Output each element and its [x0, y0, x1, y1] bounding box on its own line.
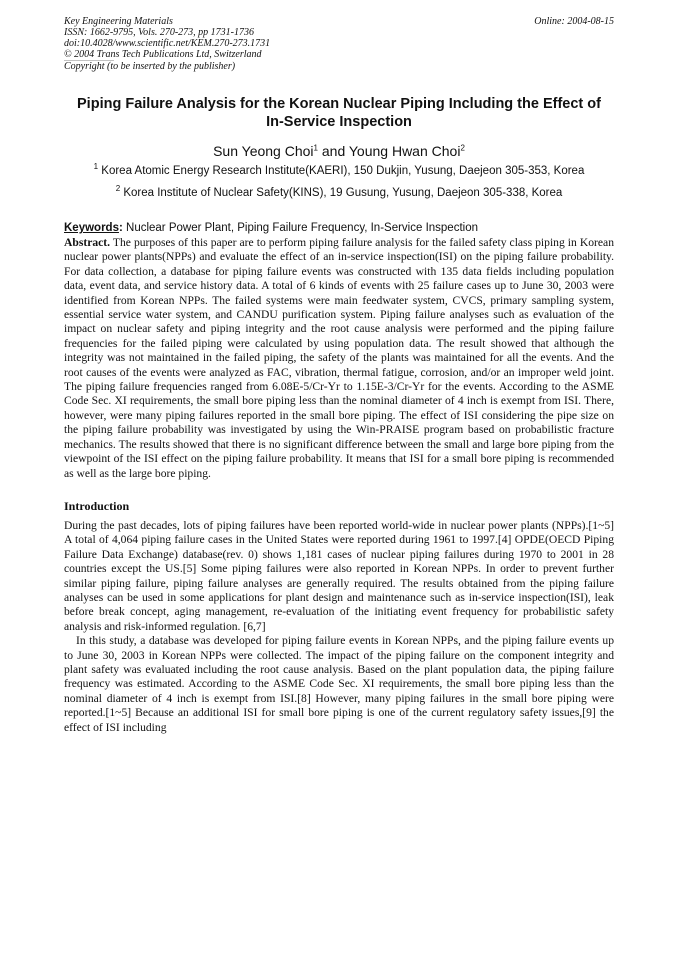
keywords-label: Keywords: [64, 222, 119, 234]
affiliation-2-mark: 2: [115, 184, 121, 194]
online-date: Online: 2004-08-15: [534, 16, 614, 27]
paper-page: [0, 16, 678, 975]
author-2-affil-mark: 2: [460, 143, 465, 153]
issn-line: ISSN: 1662-9795, Vols. 270-273, pp 1731-1736: [64, 27, 254, 38]
author-list: [64, 142, 614, 160]
abstract-label: Abstract.: [64, 236, 111, 249]
journal-header: [64, 16, 614, 61]
author-1: Sun Yeong Choi: [213, 143, 314, 159]
affiliation-2-text: Korea Institute of Nuclear Safety(KINS), 19 Gusung, Yusung, Daejeon 305-338, Korea: [120, 187, 563, 199]
paper-title: Piping Failure Analysis for the Korean Nuclear Piping Including the Effect of In-Service Inspection: [77, 96, 601, 130]
copyright-note: Copyright (to be inserted by the publisher): [64, 61, 236, 72]
introduction-paragraph-1: During the past decades, lots of piping failures have been reported world-wide in nuclear power plants (NPPs).[1~5] A total of 4,064 piping failure cases in the United States were reported during 1961 to 1997.[4] OPDE(OECD Piping Failure Data Exchange) database(rev. 0) shows 1,181 cases of nuclear piping failures during 1970 to 2001 in 28 countries except the US.[5] Some piping failures were also reported in Korean NPPs. In order to prevent further similar piping failure, piping failure analyses are generally required. The results obtained from the piping failure analyses can be used in some applications for plant design and maintenance such as in-service inspection(ISI), leak before break concept, aging management, re-evaluation of the initiating event frequency for probabilistic safety analysis and risk-informed regulation. [6,7]: [64, 518, 614, 633]
journal-name: Key Engineering Materials: [64, 16, 173, 27]
keywords-line: [64, 221, 614, 236]
doi-line[interactable]: doi:10.4028/www.scientific.net/KEM.270-273.1731: [64, 38, 271, 49]
affiliation-2: [64, 186, 614, 201]
author-conjunction: and: [317, 143, 349, 159]
introduction-heading: Introduction: [64, 498, 130, 513]
abstract-paragraph: [64, 236, 614, 481]
affiliation-1: [64, 164, 614, 179]
affiliation-1-text: Korea Atomic Energy Research Institute(KAERI), 150 Dukjin, Yusung, Daejeon 305-353, Korea: [98, 165, 585, 177]
introduction-paragraph-2: In this study, a database was developed for piping failure events in Korean NPPs, and the piping failure events up to June 30, 2003 in Korean NPPs were collected. The impact of the piping failure on the component integrity and plant safety was evaluated including the root cause analysis. Based on the plant population data, the piping failure frequency was estimated. According to the ASME Code Sec. XI requirements, the small bore piping less than the nominal diameter of 4 inch is exempt from ISI.[8] However, many piping failures in the small bore piping were reported.[1~5] Because an additional ISI for small bore piping is one of the current regulatory safety issues,[9] the effect of ISI including: [64, 634, 614, 734]
author-1-affil-mark: 1: [313, 143, 318, 153]
keywords-text: Nuclear Power Plant, Piping Failure Frequency, In-Service Inspection: [122, 222, 478, 234]
author-2: Young Hwan Choi: [348, 143, 461, 159]
affiliation-1-mark: 1: [93, 162, 99, 172]
abstract-text: The purposes of this paper are to perform piping failure analysis for the failed safety class piping in Korean nuclear power plants(NPPs) and evaluate the effect of an in-service inspection(ISI) on the piping failure probability. For data collection, a database for piping failure events was constructed with 135 data fields including population data, event data, and service history data. A total of 6 kinds of events with 25 failure cases up to June 30, 2003 were identified from Korean NPPs. The failed systems were main feedwater system, CVCS, primary sampling system, essential service water system, and CANDU purification system. Piping failure analyses such as evaluation of the impact on nuclear safety and piping integrity and the root cause analysis were performed and the piping failure frequencies for the failed piping were calculated by using population data. The result showed that although the integrity was not maintained in the failed piping, the safety of the plants was maintained for all the events. And the root causes of the events were analyzed as FAC, vibration, thermal fatigue, corrosion, and/or an improper weld joint. The piping failure frequencies ranged from 6.08E-5/Cr-Yr to 1.15E-3/Cr-Yr for the events. According to the ASME Code Sec. XI requirements, the small bore piping less than the nominal diameter of 4 inch is exempt from ISI. There, however, were many piping failures reported in the small bore piping. The effect of ISI considering the pipe size on the piping failure probability was investigated by using the Win-PRAISE program based on probabilistic fracture mechanics. The results showed that there is no significant difference between the small and large bore piping from the viewpoint of the ISI effect on the piping failure probability. It means that ISI for a small bore piping is recommended as well as the large bore piping.: [64, 236, 614, 480]
publisher-line: © 2004 Trans Tech Publications Ltd, Switzerland: [64, 49, 262, 60]
keywords-colon: :: [118, 222, 123, 234]
header-divider: [64, 60, 114, 61]
